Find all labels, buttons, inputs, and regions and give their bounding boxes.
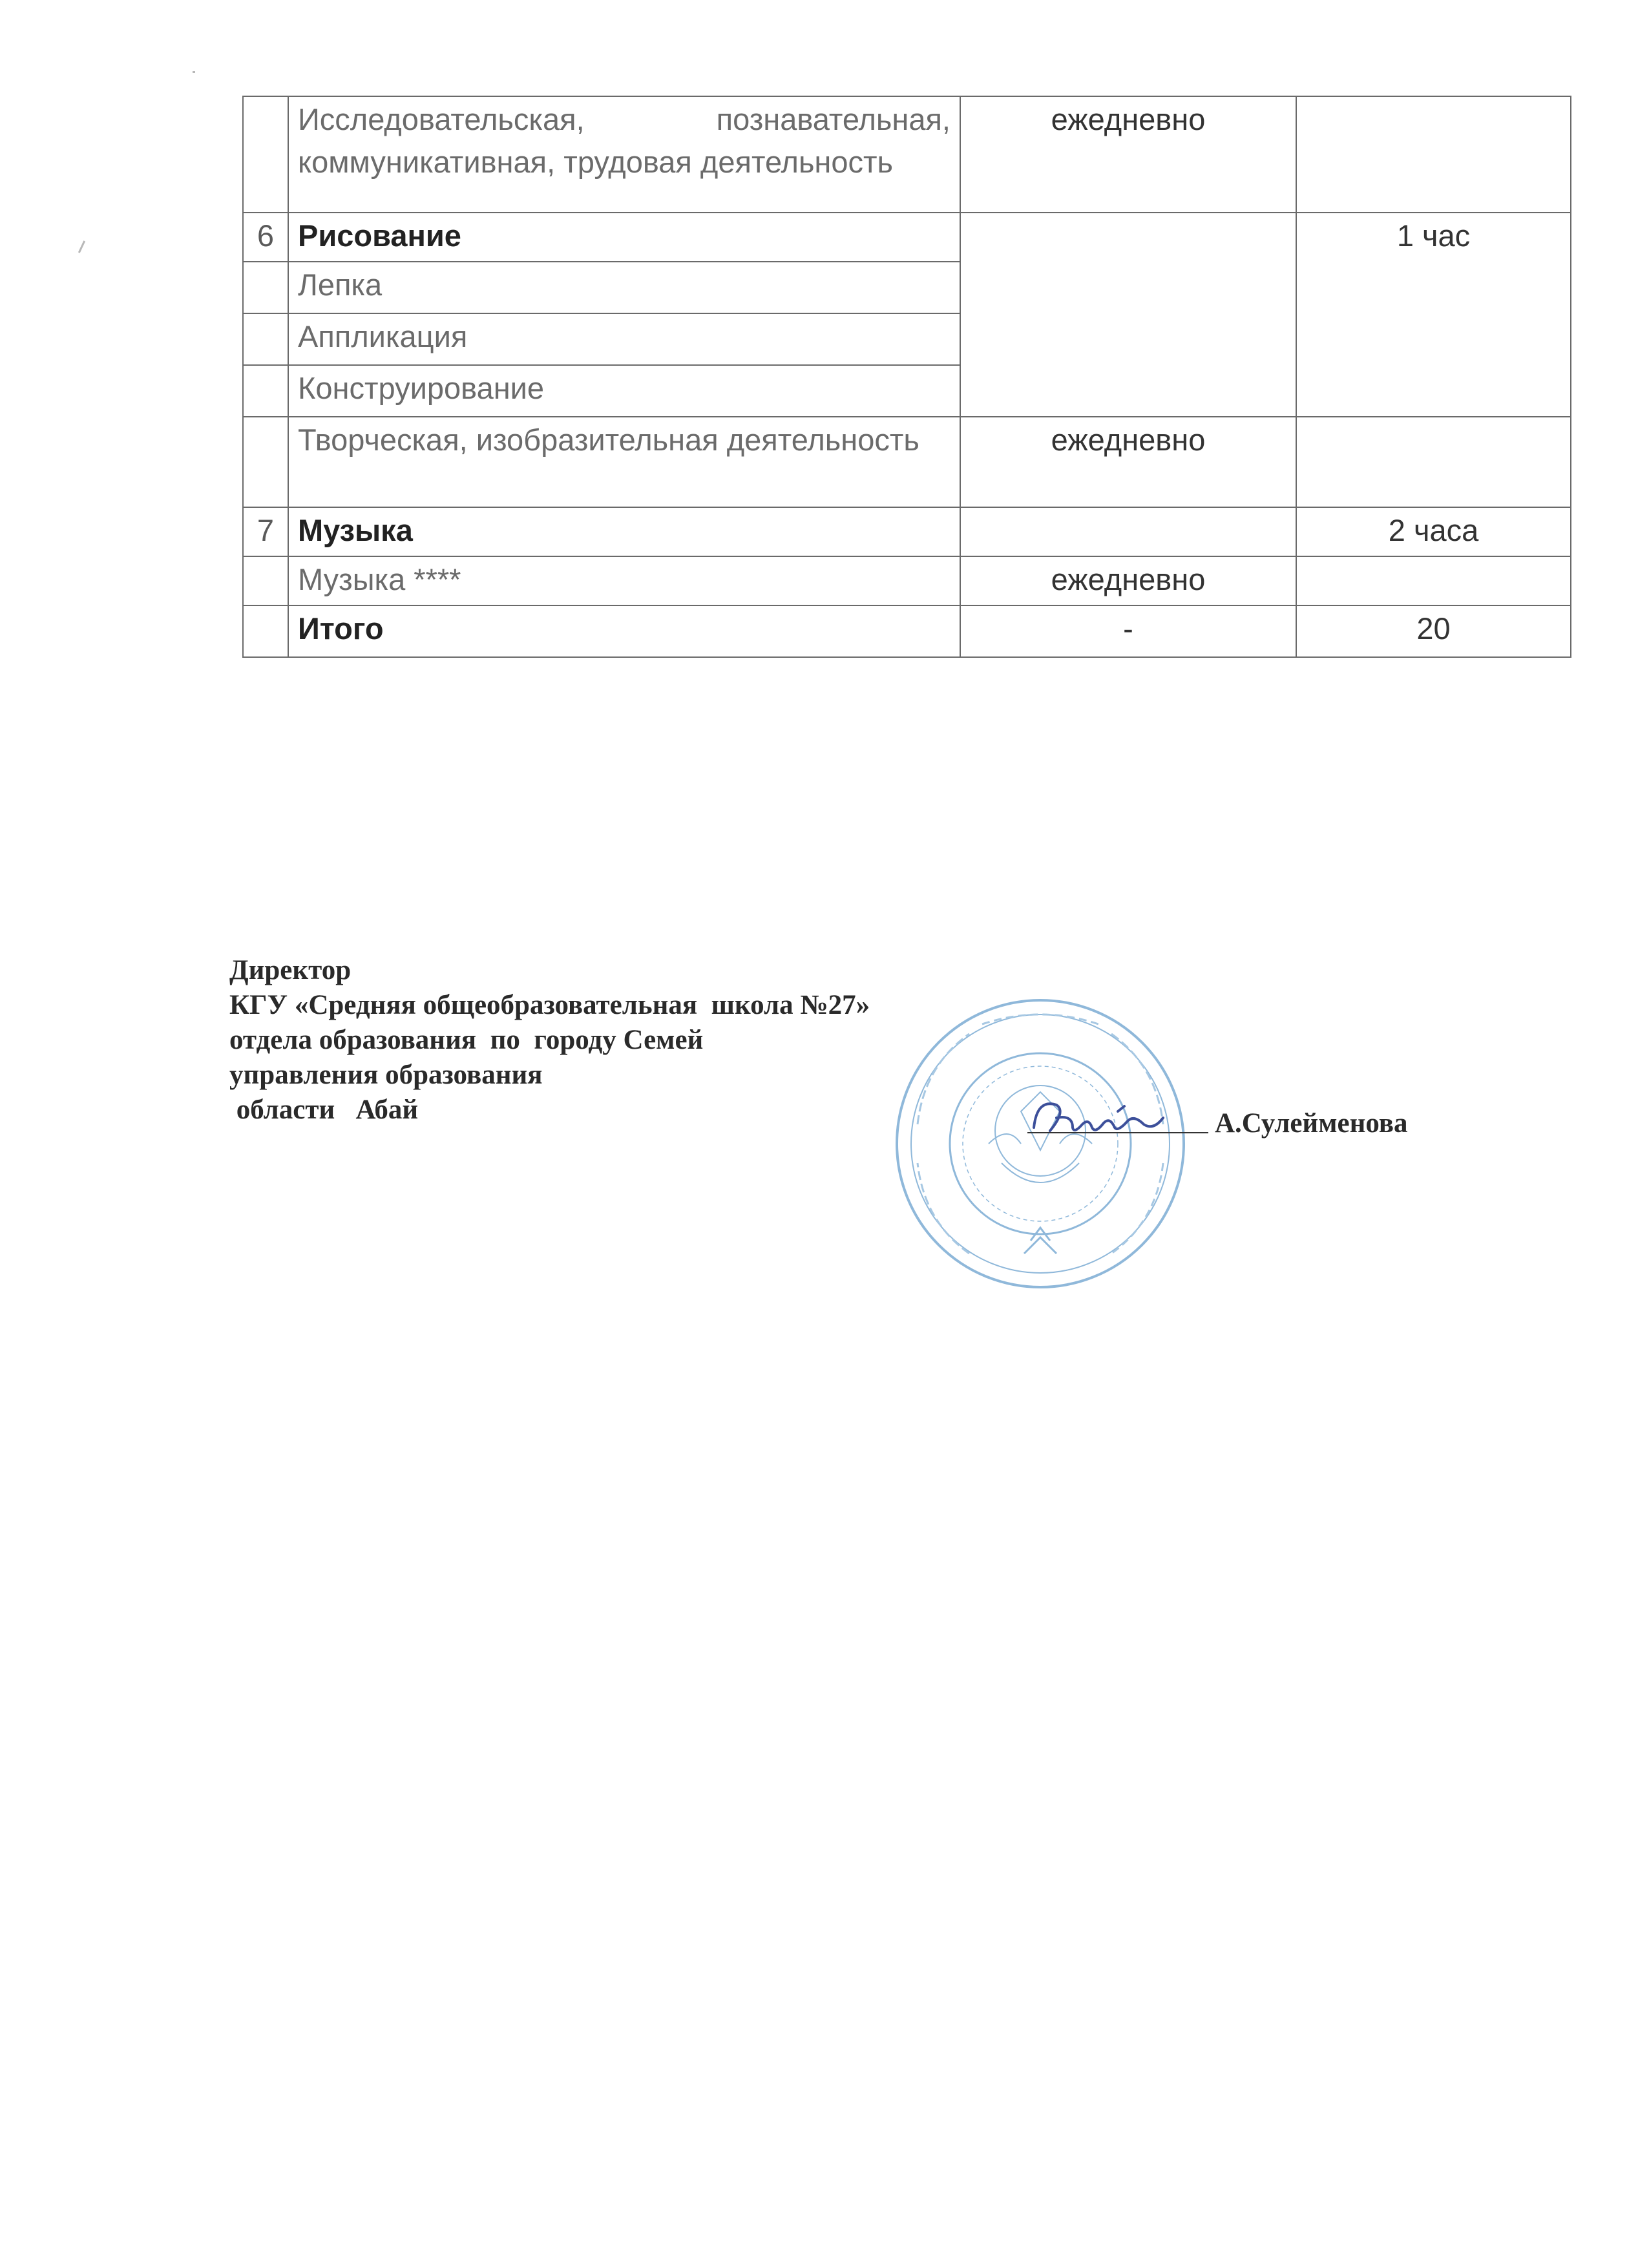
frequency: ежедневно	[960, 556, 1296, 605]
hours	[1296, 417, 1571, 507]
table-row	[243, 213, 1571, 262]
organization-line: управления образования	[229, 1060, 543, 1090]
row-number: 7	[243, 507, 288, 556]
handwritten-signature-icon	[1021, 1092, 1189, 1150]
activity-name: Итого	[288, 605, 960, 657]
organization-line: области Абай	[229, 1095, 419, 1125]
organization-line: отдела образования по городу Семей	[229, 1025, 704, 1055]
frequency: -	[960, 605, 1296, 657]
activity-name: Творческая, изобразительная деятельность	[288, 417, 960, 507]
frequency: ежедневно	[960, 417, 1296, 507]
activity-name: Исследовательская, познавательная, коммуникативная, трудовая деятельность	[288, 96, 960, 213]
activity-name: Музыка ****	[288, 556, 960, 605]
activity-name: Рисование	[288, 213, 960, 262]
row-number	[243, 556, 288, 605]
hours	[1296, 556, 1571, 605]
table-row	[243, 507, 1571, 556]
activity-name: Аппликация	[288, 313, 960, 365]
activity-name: Лепка	[288, 262, 960, 313]
frequency	[960, 213, 1296, 417]
row-number: 6	[243, 213, 288, 262]
frequency	[960, 507, 1296, 556]
signer-title: Директор	[229, 955, 352, 985]
row-number	[243, 365, 288, 417]
row-number	[243, 96, 288, 213]
row-number	[243, 313, 288, 365]
scan-artifact	[193, 71, 195, 73]
row-number	[243, 262, 288, 313]
curriculum-table	[242, 96, 1571, 658]
row-number	[243, 417, 288, 507]
table-row	[243, 96, 1571, 213]
organization-line: КГУ «Средняя общеобразовательная школа №27»	[229, 990, 870, 1020]
activity-name: Музыка	[288, 507, 960, 556]
signature-block	[229, 953, 870, 1128]
table-row	[243, 605, 1571, 657]
scan-artifact	[78, 240, 85, 253]
hours	[1296, 96, 1571, 213]
hours: 2 часа	[1296, 507, 1571, 556]
table-row	[243, 417, 1571, 507]
hours: 20	[1296, 605, 1571, 657]
row-number	[243, 605, 288, 657]
activity-name: Конструирование	[288, 365, 960, 417]
table-row	[243, 556, 1571, 605]
hours: 1 час	[1296, 213, 1571, 417]
signer-name: А.Сулейменова	[1215, 1108, 1408, 1139]
signature-line	[1027, 1132, 1208, 1133]
frequency: ежедневно	[960, 96, 1296, 213]
